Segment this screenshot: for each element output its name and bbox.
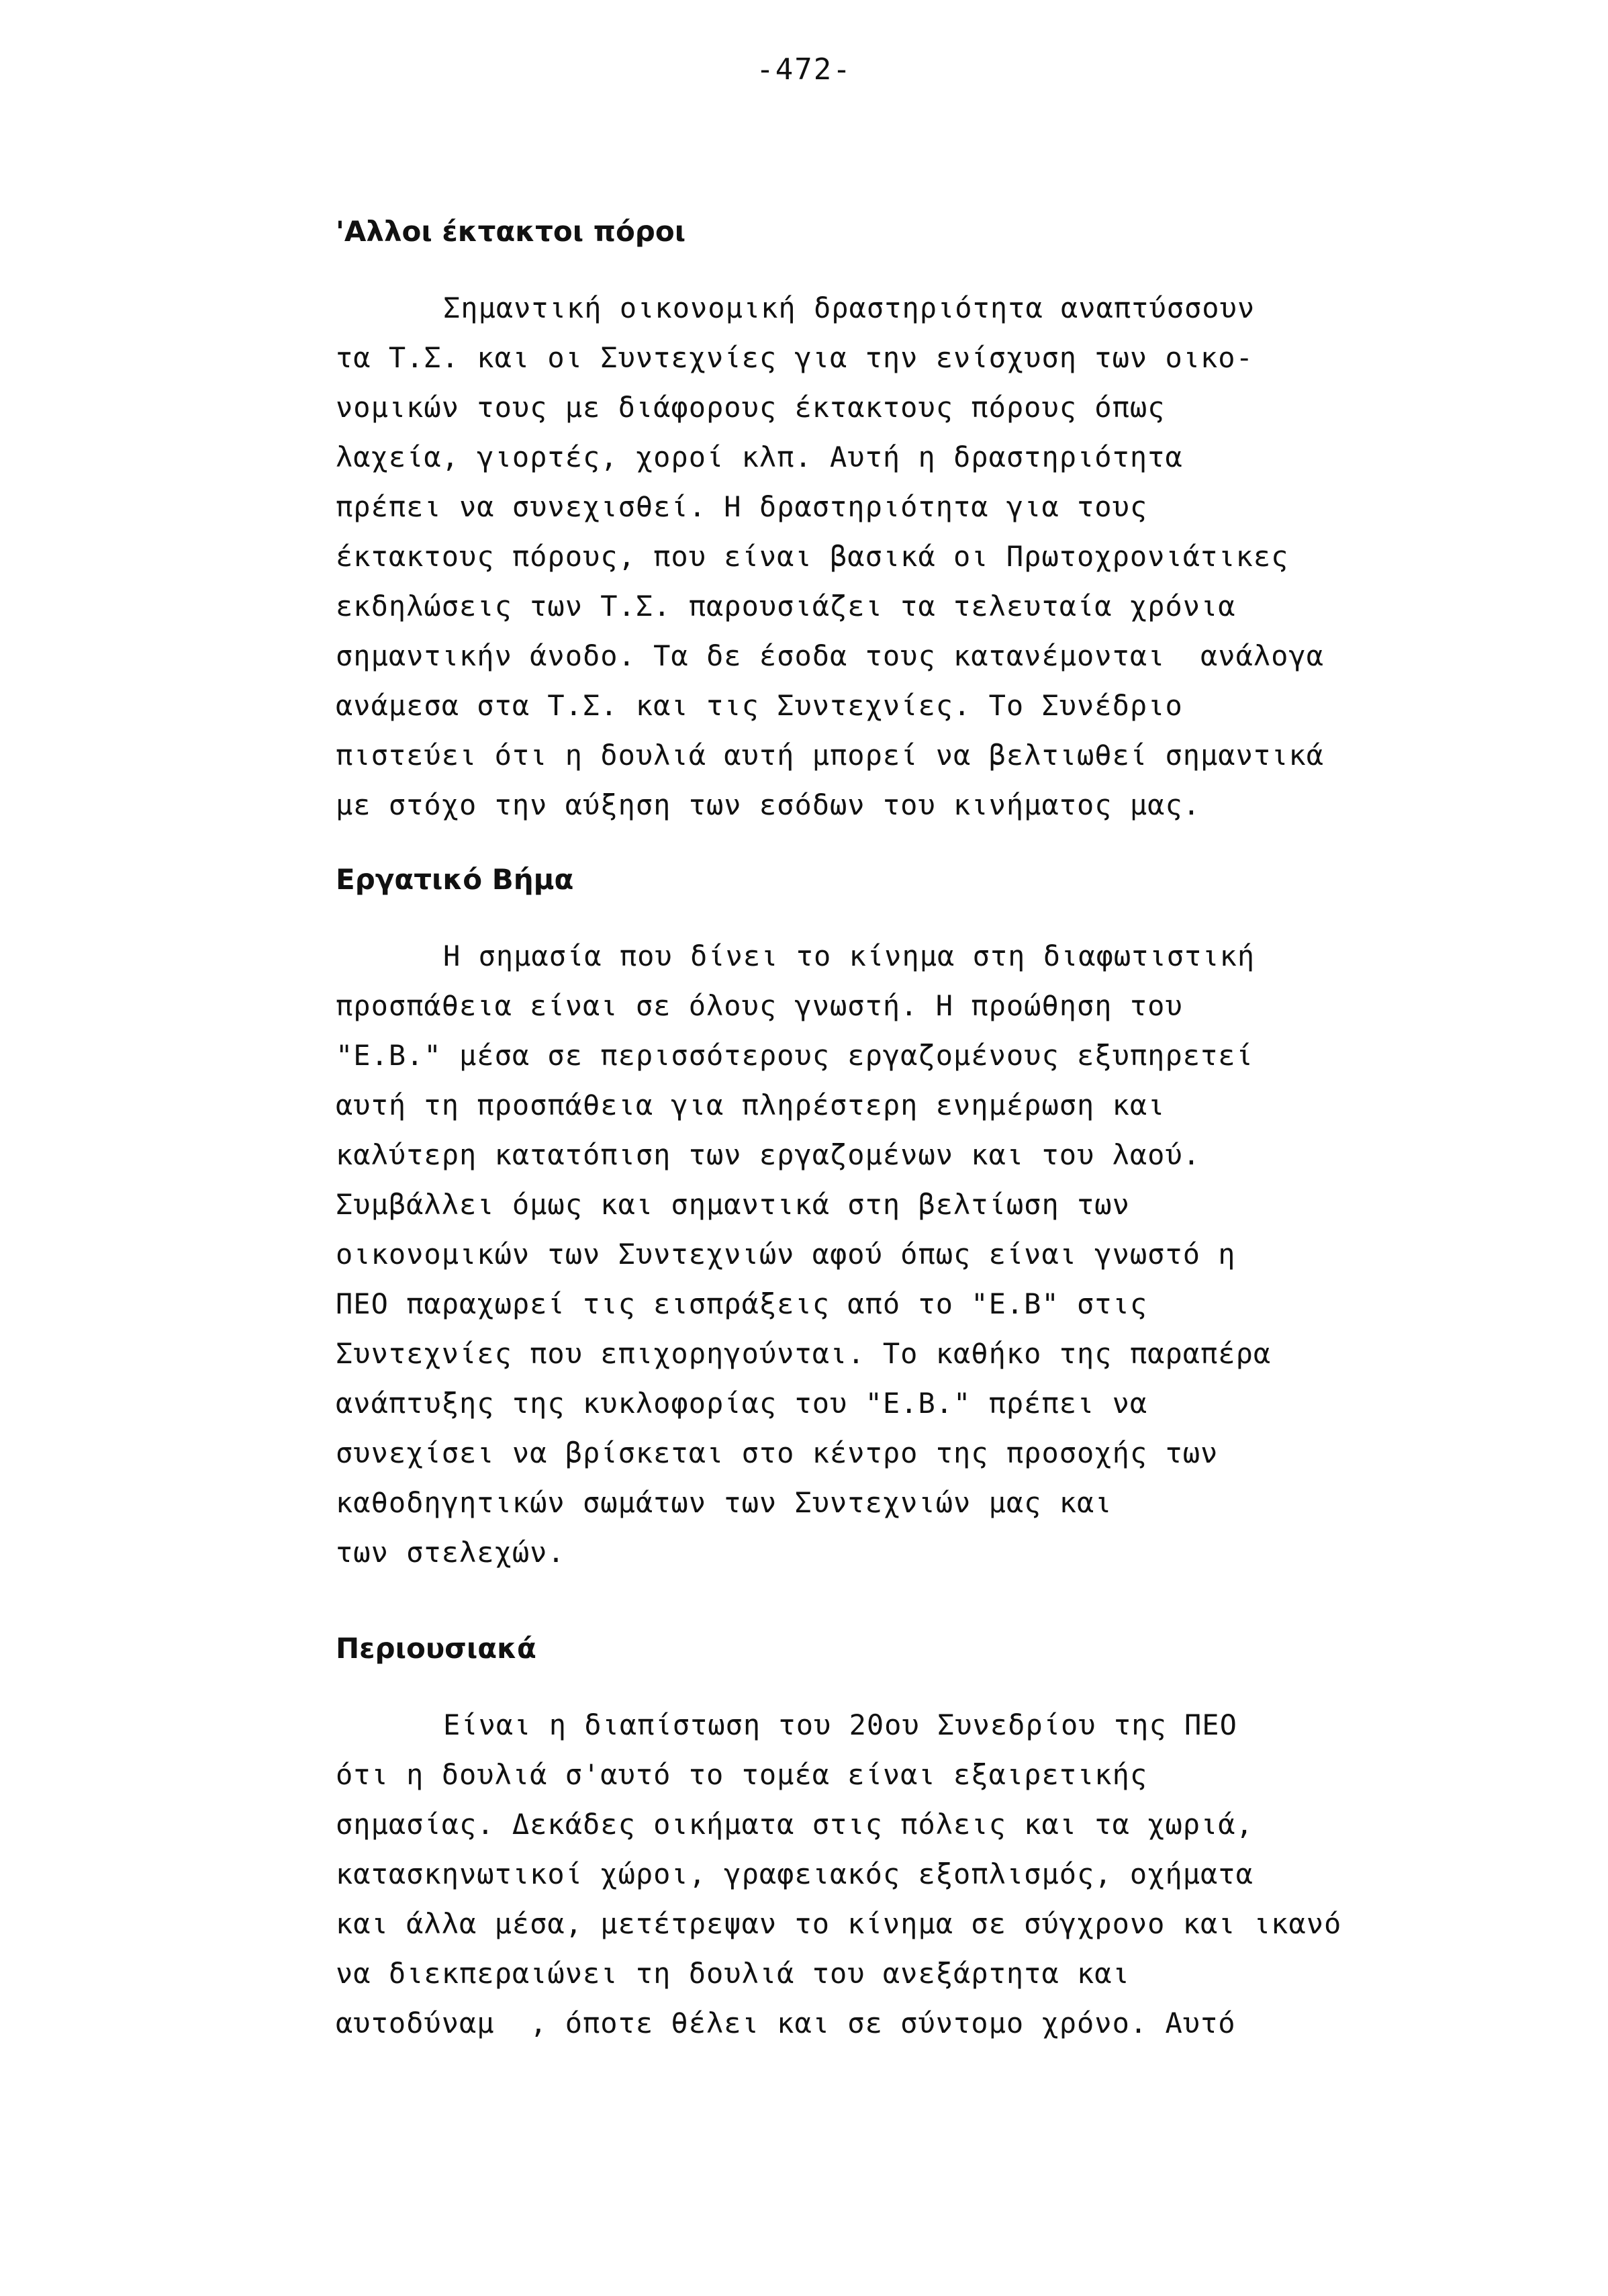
text-line: "Ε.Β." μέσα σε περισσότερους εργαζομένους εξυπηρετεί xyxy=(336,1039,1254,1072)
text-line: Η σημασία που δίνει το κίνημα στη διαφωτιστική xyxy=(443,939,1256,972)
text-line: τα Τ.Σ. και οι Συντεχνίες για την ενίσχυση των οικο- xyxy=(336,341,1254,374)
text-line: ότι η δουλιά σ'αυτό το τομέα είναι εξαιρετικής xyxy=(336,1758,1148,1791)
text-line: πιστεύει ότι η δουλιά αυτή μπορεί να βελτιωθεί σημαντικά xyxy=(336,739,1325,772)
text-line: καλύτερη κατατόπιση των εργαζομένων και του λαού. xyxy=(336,1138,1201,1171)
text-line: εκδηλώσεις των Τ.Σ. παρουσιάζει τα τελευταία χρόνια xyxy=(336,590,1236,623)
text-line: ανάπτυξης της κυκλοφορίας του "Ε.Β." πρέπει να xyxy=(336,1387,1148,1420)
text-line: έκτακτους πόρους, που είναι βασικά οι Πρωτοχρονιάτικες xyxy=(336,540,1289,573)
section-ergatiko-vima xyxy=(336,856,1491,1577)
text-line: σημαντικήν άνοδο. Τα δε έσοδα τους κατανέμονται ανάλογα xyxy=(336,639,1325,672)
section-other-extraordinary-resources xyxy=(336,208,1491,830)
section-heading: Εργατικό Βήμα xyxy=(336,863,574,896)
text-line: προσπάθεια είναι σε όλους γνωστή. Η προώθηση του xyxy=(336,989,1183,1022)
text-line: αυτοδύναμ , όποτε θέλει και σε σύντομο χρόνο. Αυτό xyxy=(336,2007,1236,2039)
text-line: νομικών τους με διάφορους έκτακτους πόρους όπως xyxy=(336,391,1166,424)
page-number: -472- xyxy=(756,52,852,87)
text-line: των στελεχών. xyxy=(336,1536,565,1569)
text-line: κατασκηνωτικοί χώροι, γραφειακός εξοπλισμός, οχήματα xyxy=(336,1857,1254,1890)
text-line: Συντεχνίες που επιχορηγούνται. Το καθήκο της παραπέρα xyxy=(336,1337,1272,1370)
text-line: οικονομικών των Συντεχνιών αφού όπως είναι γνωστό η xyxy=(336,1238,1236,1271)
text-line: ΠΕΟ παραχωρεί τις εισπράξεις από το "Ε.Β" στις xyxy=(336,1287,1148,1320)
text-line: και άλλα μέσα, μετέτρεψαν το κίνημα σε σύγχρονο και ικανό xyxy=(336,1907,1342,1940)
section-periousiaka xyxy=(336,1625,1491,2048)
text-line: Συμβάλλει όμως και σημαντικά στη βελτίωση των xyxy=(336,1188,1130,1221)
text-line: με στόχο την αύξηση των εσόδων του κινήματος μας. xyxy=(336,788,1201,821)
text-line: σημασίας. Δεκάδες οικήματα στις πόλεις και τα χωριά, xyxy=(336,1808,1254,1841)
text-line: να διεκπεραιώνει τη δουλιά του ανεξάρτητα και xyxy=(336,1957,1130,1990)
section-heading: Περιουσιακά xyxy=(336,1632,536,1665)
text-line: αυτή τη προσπάθεια για πληρέστερη ενημέρωση και xyxy=(336,1089,1166,1121)
text-line: Σημαντική οικονομική δραστηριότητα αναπτύσσουν xyxy=(443,291,1256,324)
text-line: ανάμεσα στα Τ.Σ. και τις Συντεχνίες. Το Συνέδριο xyxy=(336,689,1183,722)
text-line: λαχεία, γιορτές, χοροί κλπ. Αυτή η δραστηριότητα xyxy=(336,441,1183,473)
text-line: Είναι η διαπίστωση του 20ου Συνεδρίου της ΠΕΟ xyxy=(443,1708,1237,1741)
text-line: πρέπει να συνεχισθεί. Η δραστηριότητα για τους xyxy=(336,490,1148,523)
text-line: καθοδηγητικών σωμάτων των Συντεχνιών μας και xyxy=(336,1486,1113,1519)
section-heading: 'Αλλοι έκτακτοι πόροι xyxy=(336,215,686,248)
text-line: συνεχίσει να βρίσκεται στο κέντρο της προσοχής των xyxy=(336,1436,1219,1469)
